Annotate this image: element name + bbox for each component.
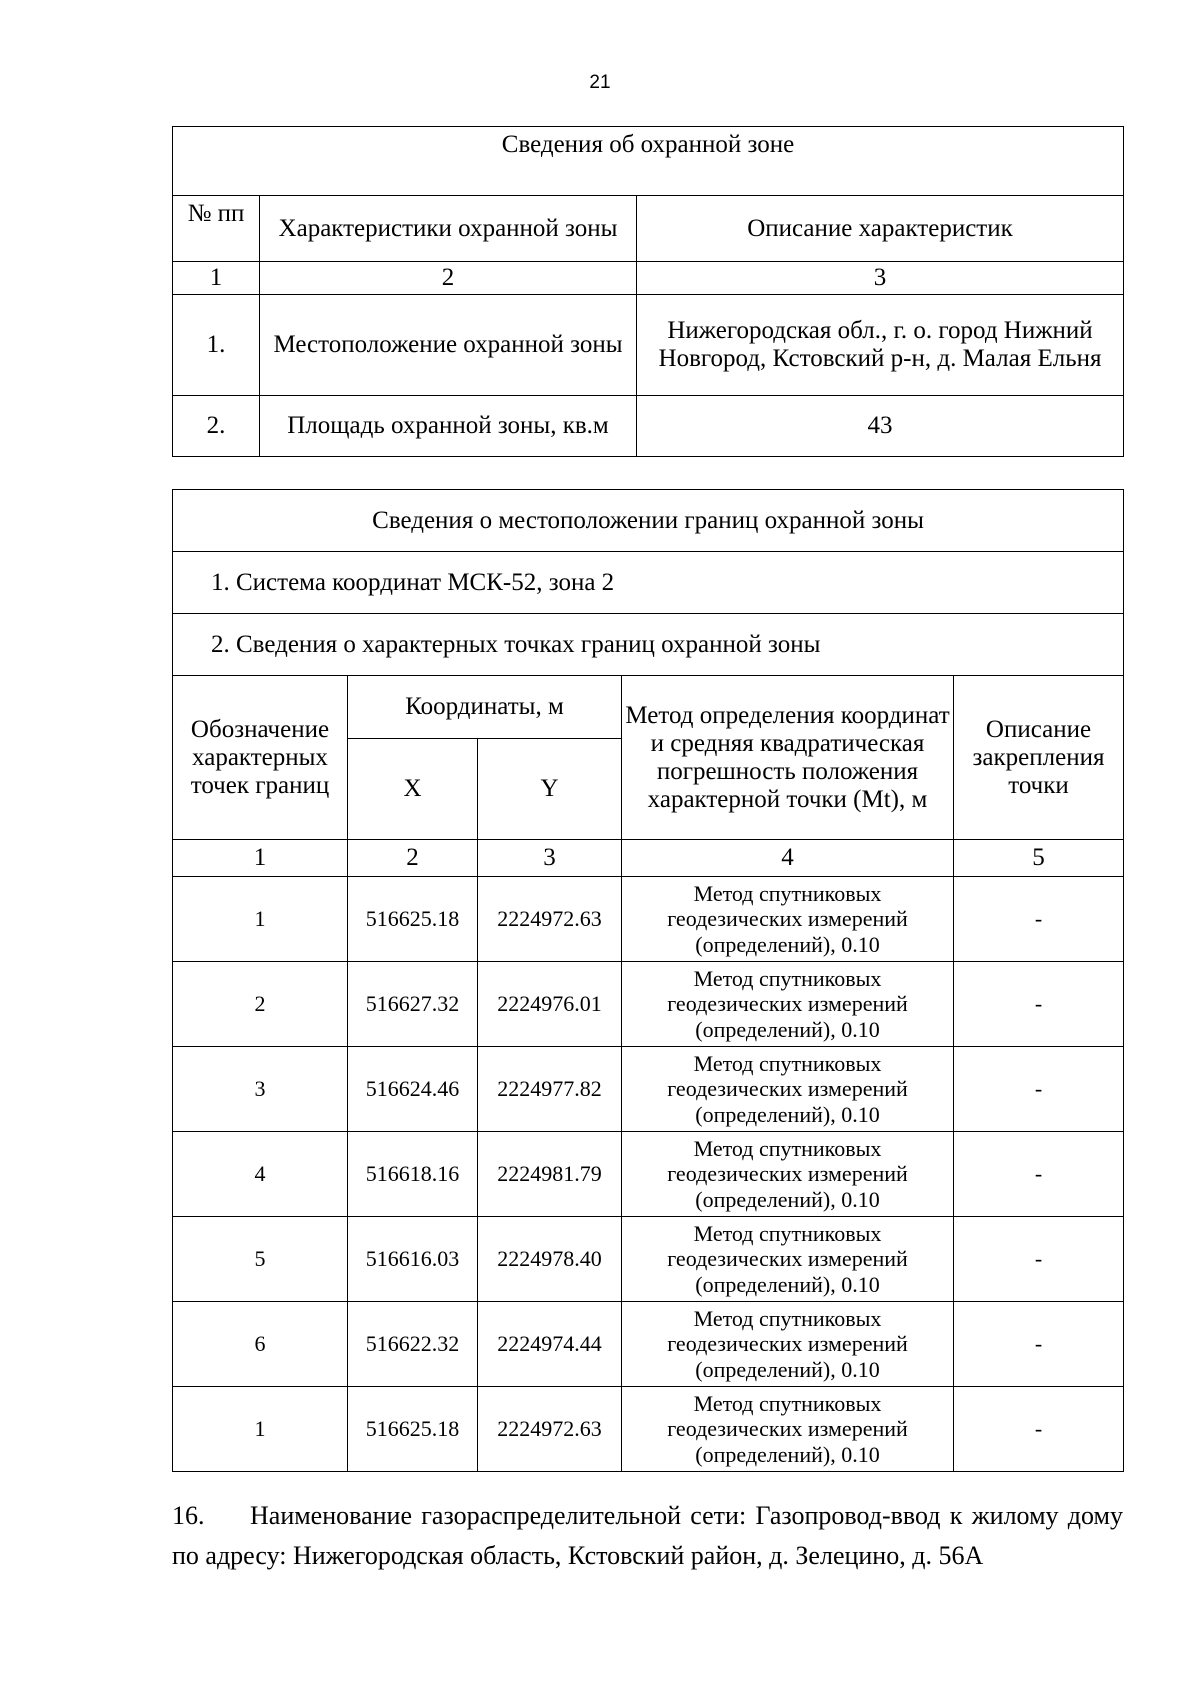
point-fixing: - (954, 877, 1124, 962)
header-number: № пп (173, 196, 260, 262)
point-y: 2224972.63 (478, 877, 622, 962)
point-x: 516616.03 (348, 1217, 478, 1302)
col-number: 3 (478, 840, 622, 877)
point-method: Метод спутниковых геодезических измерений (определений), 0.10 (622, 1132, 954, 1217)
col-number: 1 (173, 840, 348, 877)
header-x: X (348, 739, 478, 840)
point-x: 516618.16 (348, 1132, 478, 1217)
point-x: 516622.32 (348, 1302, 478, 1387)
point-fixing: - (954, 1047, 1124, 1132)
point-y: 2224972.63 (478, 1387, 622, 1472)
point-x: 516625.18 (348, 877, 478, 962)
table-row (173, 877, 1124, 962)
col-number: 4 (622, 840, 954, 877)
boundary-title: Сведения о местоположении границ охранной зоны (173, 490, 1124, 552)
table-row (173, 1047, 1124, 1132)
section-text: Наименование газораспределительной сети: Газопровод-ввод к жилому дому по адресу: Нижегородская область, Кстовский район, д. Зелецино, д. 56А (172, 1501, 1123, 1570)
point-method: Метод спутниковых геодезических измерений (определений), 0.10 (622, 1047, 954, 1132)
table-row (173, 1302, 1124, 1387)
point-fixing: - (954, 1302, 1124, 1387)
point-fixing: - (954, 1217, 1124, 1302)
header-description: Описание характеристик (637, 196, 1124, 262)
point-id: 4 (173, 1132, 348, 1217)
header-characteristics: Характеристики охранной зоны (260, 196, 637, 262)
row-name: Местоположение охранной зоны (260, 295, 637, 396)
header-y: Y (478, 739, 622, 840)
col-number: 2 (348, 840, 478, 877)
zone-info-table (172, 126, 1124, 457)
section-number: 16. (172, 1501, 205, 1530)
point-y: 2224977.82 (478, 1047, 622, 1132)
points-title: 2. Сведения о характерных точках границ охранной зоны (173, 614, 1124, 676)
point-y: 2224974.44 (478, 1302, 622, 1387)
point-fixing: - (954, 1387, 1124, 1472)
point-method: Метод спутниковых геодезических измерений (определений), 0.10 (622, 877, 954, 962)
section-paragraph (172, 1496, 1123, 1576)
point-x: 516624.46 (348, 1047, 478, 1132)
page-number: 21 (589, 72, 611, 93)
col-number: 2 (260, 262, 637, 295)
point-id: 3 (173, 1047, 348, 1132)
point-method: Метод спутниковых геодезических измерений (определений), 0.10 (622, 1387, 954, 1472)
table-row (173, 962, 1124, 1047)
point-id: 1 (173, 877, 348, 962)
row-value: Нижегородская обл., г. о. город Нижний Новгород, Кстовский р-н, д. Малая Ельня (637, 295, 1124, 396)
point-x: 516625.18 (348, 1387, 478, 1472)
row-number: 1. (173, 295, 260, 396)
point-y: 2224976.01 (478, 962, 622, 1047)
row-number: 2. (173, 396, 260, 457)
header-designation: Обозначение характерных точек границ (173, 676, 348, 840)
point-y: 2224981.79 (478, 1132, 622, 1217)
point-method: Метод спутниковых геодезических измерений (определений), 0.10 (622, 1217, 954, 1302)
point-y: 2224978.40 (478, 1217, 622, 1302)
points-body (173, 877, 1124, 1472)
point-id: 6 (173, 1302, 348, 1387)
zone-info-title: Сведения об охранной зоне (173, 127, 1124, 196)
table-row (173, 1387, 1124, 1472)
point-id: 2 (173, 962, 348, 1047)
table-row (173, 1217, 1124, 1302)
point-fixing: - (954, 1132, 1124, 1217)
point-method: Метод спутниковых геодезических измерений (определений), 0.10 (622, 962, 954, 1047)
header-method: Метод определения координат и средняя квадратическая погрешность положения характерной точки (Mt), м (622, 676, 954, 840)
col-number: 3 (637, 262, 1124, 295)
point-method: Метод спутниковых геодезических измерений (определений), 0.10 (622, 1302, 954, 1387)
point-x: 516627.32 (348, 962, 478, 1047)
col-number: 5 (954, 840, 1124, 877)
header-fixing: Описание закрепления точки (954, 676, 1124, 840)
point-fixing: - (954, 962, 1124, 1047)
table-row (173, 1132, 1124, 1217)
coordinate-system: 1. Система координат МСК-52, зона 2 (173, 552, 1124, 614)
row-name: Площадь охранной зоны, кв.м (260, 396, 637, 457)
col-number: 1 (173, 262, 260, 295)
header-coordinates: Координаты, м (348, 676, 622, 739)
boundary-table (172, 489, 1124, 1472)
point-id: 5 (173, 1217, 348, 1302)
point-id: 1 (173, 1387, 348, 1472)
row-value: 43 (637, 396, 1124, 457)
